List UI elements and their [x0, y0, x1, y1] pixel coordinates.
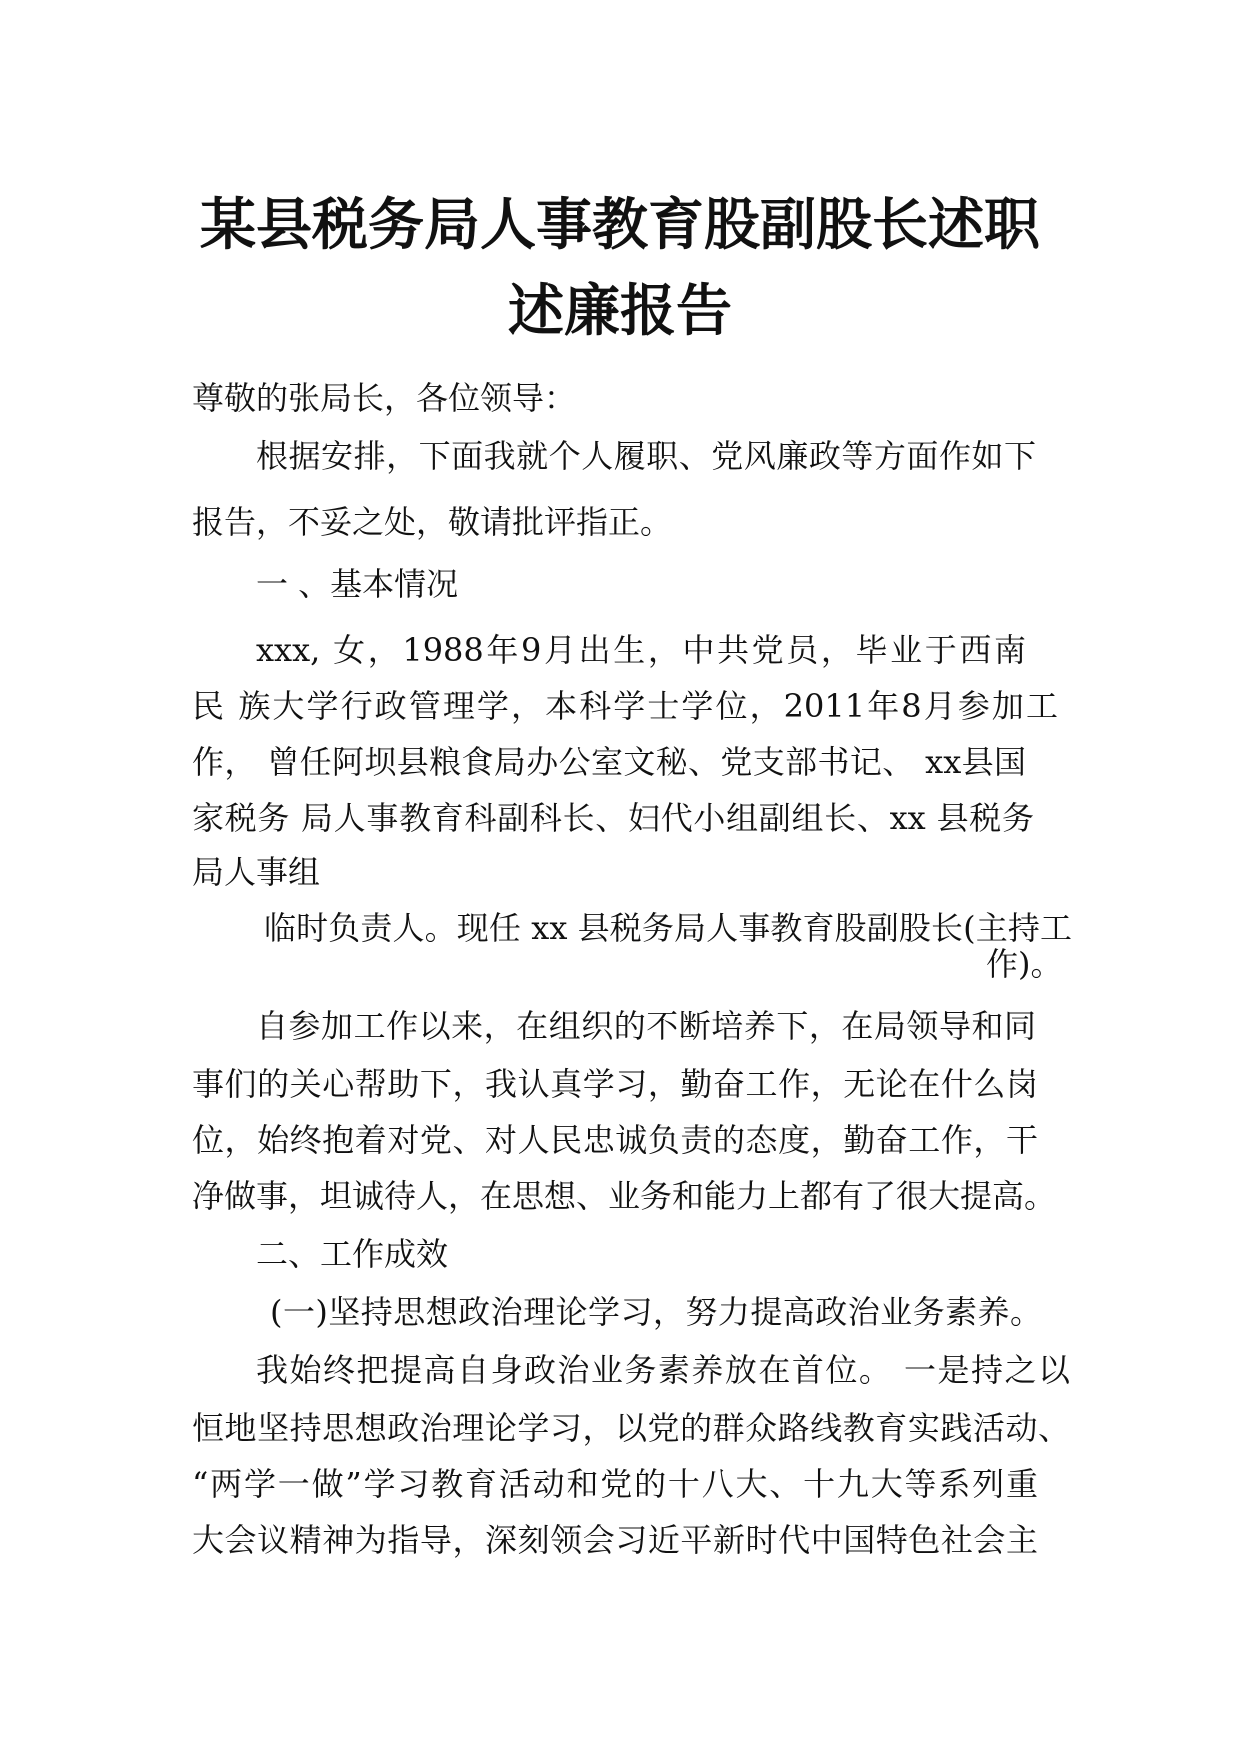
summary-line-3: 位，始终抱着对党、对人民忠诚负责的态度，勤奋工作，干 — [192, 1121, 1038, 1159]
document-title-line-1: 某县税务局人事教育股副股长述职 — [200, 193, 1040, 258]
section-heading-basic-info: 一 、基本情况 — [256, 565, 459, 603]
basic-info-line-2: 民 族大学行政管理学，本科学士学位，2011年8月参加工 — [192, 687, 1058, 725]
summary-line-4: 净做事，坦诚待人，在思想、业务和能力上都有了很大提高。 — [192, 1177, 1057, 1215]
achievements-line-1: 我始终把提高自身政治业务素养放在首位。 一是持之以 — [256, 1351, 1070, 1389]
section-heading-achievements: 二、工作成效 — [256, 1235, 449, 1273]
subsection-heading-1: (一)坚持思想政治理论学习，努力提高政治业务素养。 — [270, 1293, 1042, 1331]
summary-line-2: 事们的关心帮助下，我认真学习，勤奋工作，无论在什么岗 — [192, 1065, 1038, 1103]
basic-info-line-3: 作， 曾任阿坝县粮食局办公室文秘、党支部书记、 xx县国 — [192, 743, 1026, 781]
salutation: 尊敬的张局长，各位领导： — [192, 379, 577, 417]
intro-line-2: 报告，不妥之处，敬请批评指正。 — [192, 503, 673, 541]
basic-info-line-5: 局人事组 — [192, 853, 321, 891]
intro-line-1: 根据安排，下面我就个人履职、党风廉政等方面作如下 — [256, 437, 1036, 475]
document-title-line-2: 述廉报告 — [508, 279, 732, 344]
achievements-line-2: 恒地坚持思想政治理论学习，以党的群众路线教育实践活动、 — [192, 1409, 1070, 1447]
basic-info-line-1: xxx, 女，1988年9月出生，中共党员，毕业于西南 — [256, 631, 1026, 669]
basic-info-line-4: 家税务 局人事教育科副科长、妇代小组副组长、xx 县税务 — [192, 799, 1034, 837]
achievements-line-4: 大会议精神为指导，深刻领会习近平新时代中国特色社会主 — [192, 1521, 1038, 1559]
achievements-line-3: “两学一做”学习教育活动和党的十八大、十九大等系列重 — [192, 1465, 1038, 1503]
basic-info-line-6: 临时负责人。现任 xx 县税务局人事教育股副股长(主持工 — [264, 909, 1072, 947]
basic-info-line-7: 作)。 — [986, 945, 1063, 983]
summary-line-1: 自参加工作以来，在组织的不断培养下，在局领导和同 — [256, 1007, 1036, 1045]
